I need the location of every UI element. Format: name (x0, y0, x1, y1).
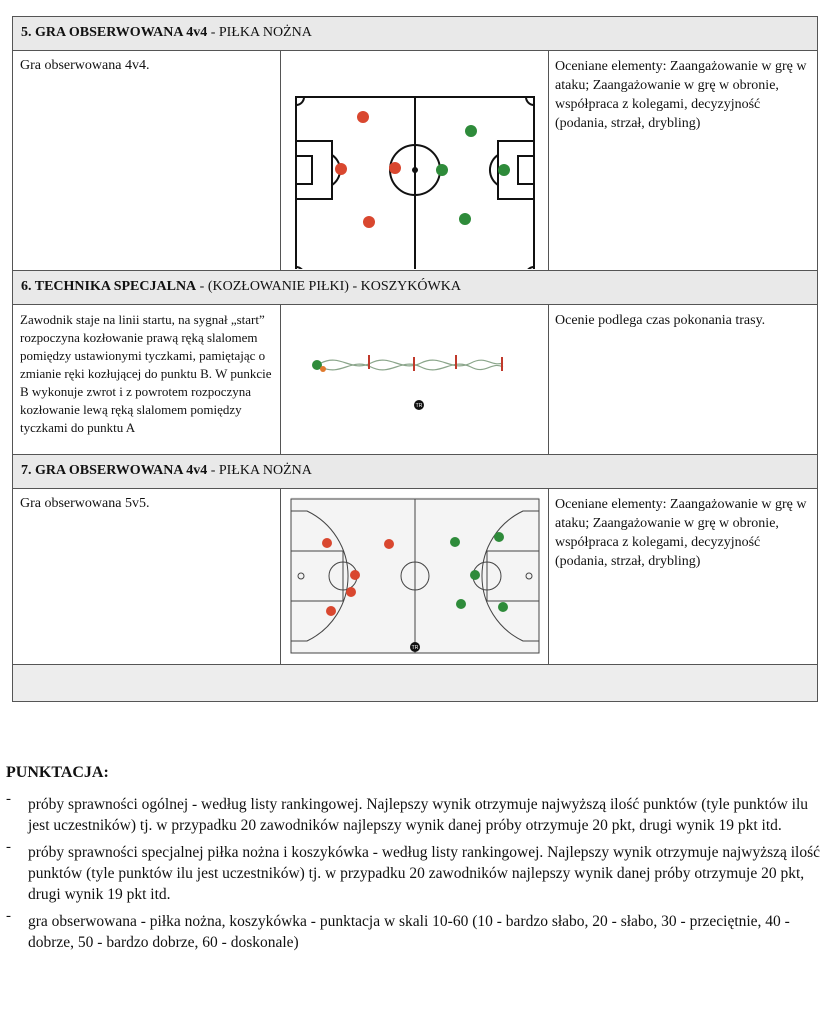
scoring-item (6, 839, 821, 905)
section-5-title: 5. GRA OBSERWOWANA 4v4 (21, 25, 208, 40)
section-6-description: Zawodnik staje na linii startu, na sygnał „start” rozpoczyna kozłowanie prawą ręką slalomem pomiędzy ustawionymi tyczkami, pamiętając o zmianie ręki kozłującej do punktu B. W punkcie B wykonuje zwrot i z powrotem rozpoczyna kozłowanie lewą ręką slalomem pomiędzy tyczkami do punktu A (13, 305, 281, 454)
section-6-criteria: Ocenie podlega czas pokonania trasy. (555, 313, 766, 328)
slalom-diagram (281, 305, 549, 454)
empty-footer-row (13, 665, 817, 701)
section-5-row (13, 51, 817, 271)
scoring-item-text: próby sprawności ogólnej - według listy rankingowej. Najlepszy wynik otrzymuje najwyższą ilość punktów (tyle punktów ilu jest uczestników) tj. w przypadku 20 zawodników najlepszy wynik danej próby otrzymuje 20 pkt, drugi wynik 19 pkt itd. (28, 796, 809, 834)
bullet-dash: - (6, 791, 11, 807)
section-6-row (13, 305, 817, 455)
scoring-item-text: gra obserwowana - piłka nożna, koszykówka - punktacja w skali 10-60 (10 - bardzo słabo, 20 - słabo, 30 - przeciętnie, 40 - dobrze, 50 - bardzo dobrze, 60 - doskonale) (28, 913, 790, 951)
scoring-item-text: próby sprawności specjalnej piłka nożna i koszykówka - według listy rankingowej. Najlepszy wynik otrzymuje najwyższą ilość punktów (tyle punktów ilu jest uczestników) tj. w przypadku 20 zawodników najlepszy wynik danej próby otrzymuje 20 pkt, drugi wynik 19 pkt itd. (28, 844, 821, 903)
trainer-label: TR (415, 403, 423, 409)
section-6-subtitle: - (KOZŁOWANIE PIŁKI) - KOSZYKÓWKA (196, 279, 461, 294)
player-red (322, 538, 332, 548)
section-5-subtitle: - PIŁKA NOŻNA (207, 25, 312, 40)
section-7-description: Gra obserwowana 5v5. (13, 489, 281, 664)
player-green (470, 570, 480, 580)
section-7-subtitle: - PIŁKA NOŻNA (207, 463, 312, 478)
player-green (498, 602, 508, 612)
section-5-criteria: Oceniane elementy: Zaangażowanie w grę w ataku; Zaangażowanie w grę w obronie, współpraca z kolegami, decyzyjność (podania, strzał, drybling) (555, 59, 807, 131)
player-green (494, 532, 504, 542)
scoring-list (6, 791, 821, 959)
player-red (357, 111, 369, 123)
football-pitch-diagram (281, 51, 549, 270)
player-green (465, 125, 477, 137)
player-red (350, 570, 360, 580)
section-6-header (13, 271, 817, 305)
player-red (384, 539, 394, 549)
red-players (335, 111, 401, 228)
scoring-item (6, 908, 821, 953)
section-5-description: Gra obserwowana 4v4. (13, 51, 281, 270)
scoring-heading: PUNKTACJA: (6, 764, 109, 781)
player-red (335, 163, 347, 175)
trainer-icon (414, 400, 424, 410)
section-7-criteria: Oceniane elementy: Zaangażowanie w grę w ataku; Zaangażowanie w grę w obronie, współpraca z kolegami, decyzyjność (podania, strzał, drybling) (555, 497, 807, 569)
ball (320, 366, 326, 372)
player-green (459, 213, 471, 225)
bullet-dash: - (6, 839, 11, 855)
trainer-icon (410, 642, 420, 652)
player-green (436, 164, 448, 176)
trainer-label: TR (411, 645, 419, 651)
section-5-header (13, 17, 817, 51)
player-green (498, 164, 510, 176)
bullet-dash: - (6, 908, 11, 924)
scoring-item (6, 791, 821, 836)
player-green (450, 537, 460, 547)
section-6-title: 6. TECHNIKA SPECJALNA (21, 279, 197, 294)
player-red (363, 216, 375, 228)
section-7-header (13, 455, 817, 489)
section-7-title: 7. GRA OBSERWOWANA 4v4 (21, 463, 208, 478)
exercise-table (12, 16, 818, 702)
basketball-court-diagram (281, 489, 549, 664)
player-red (346, 587, 356, 597)
section-7-row (13, 489, 817, 665)
player-red (389, 162, 401, 174)
player-red (326, 606, 336, 616)
player-green (456, 599, 466, 609)
